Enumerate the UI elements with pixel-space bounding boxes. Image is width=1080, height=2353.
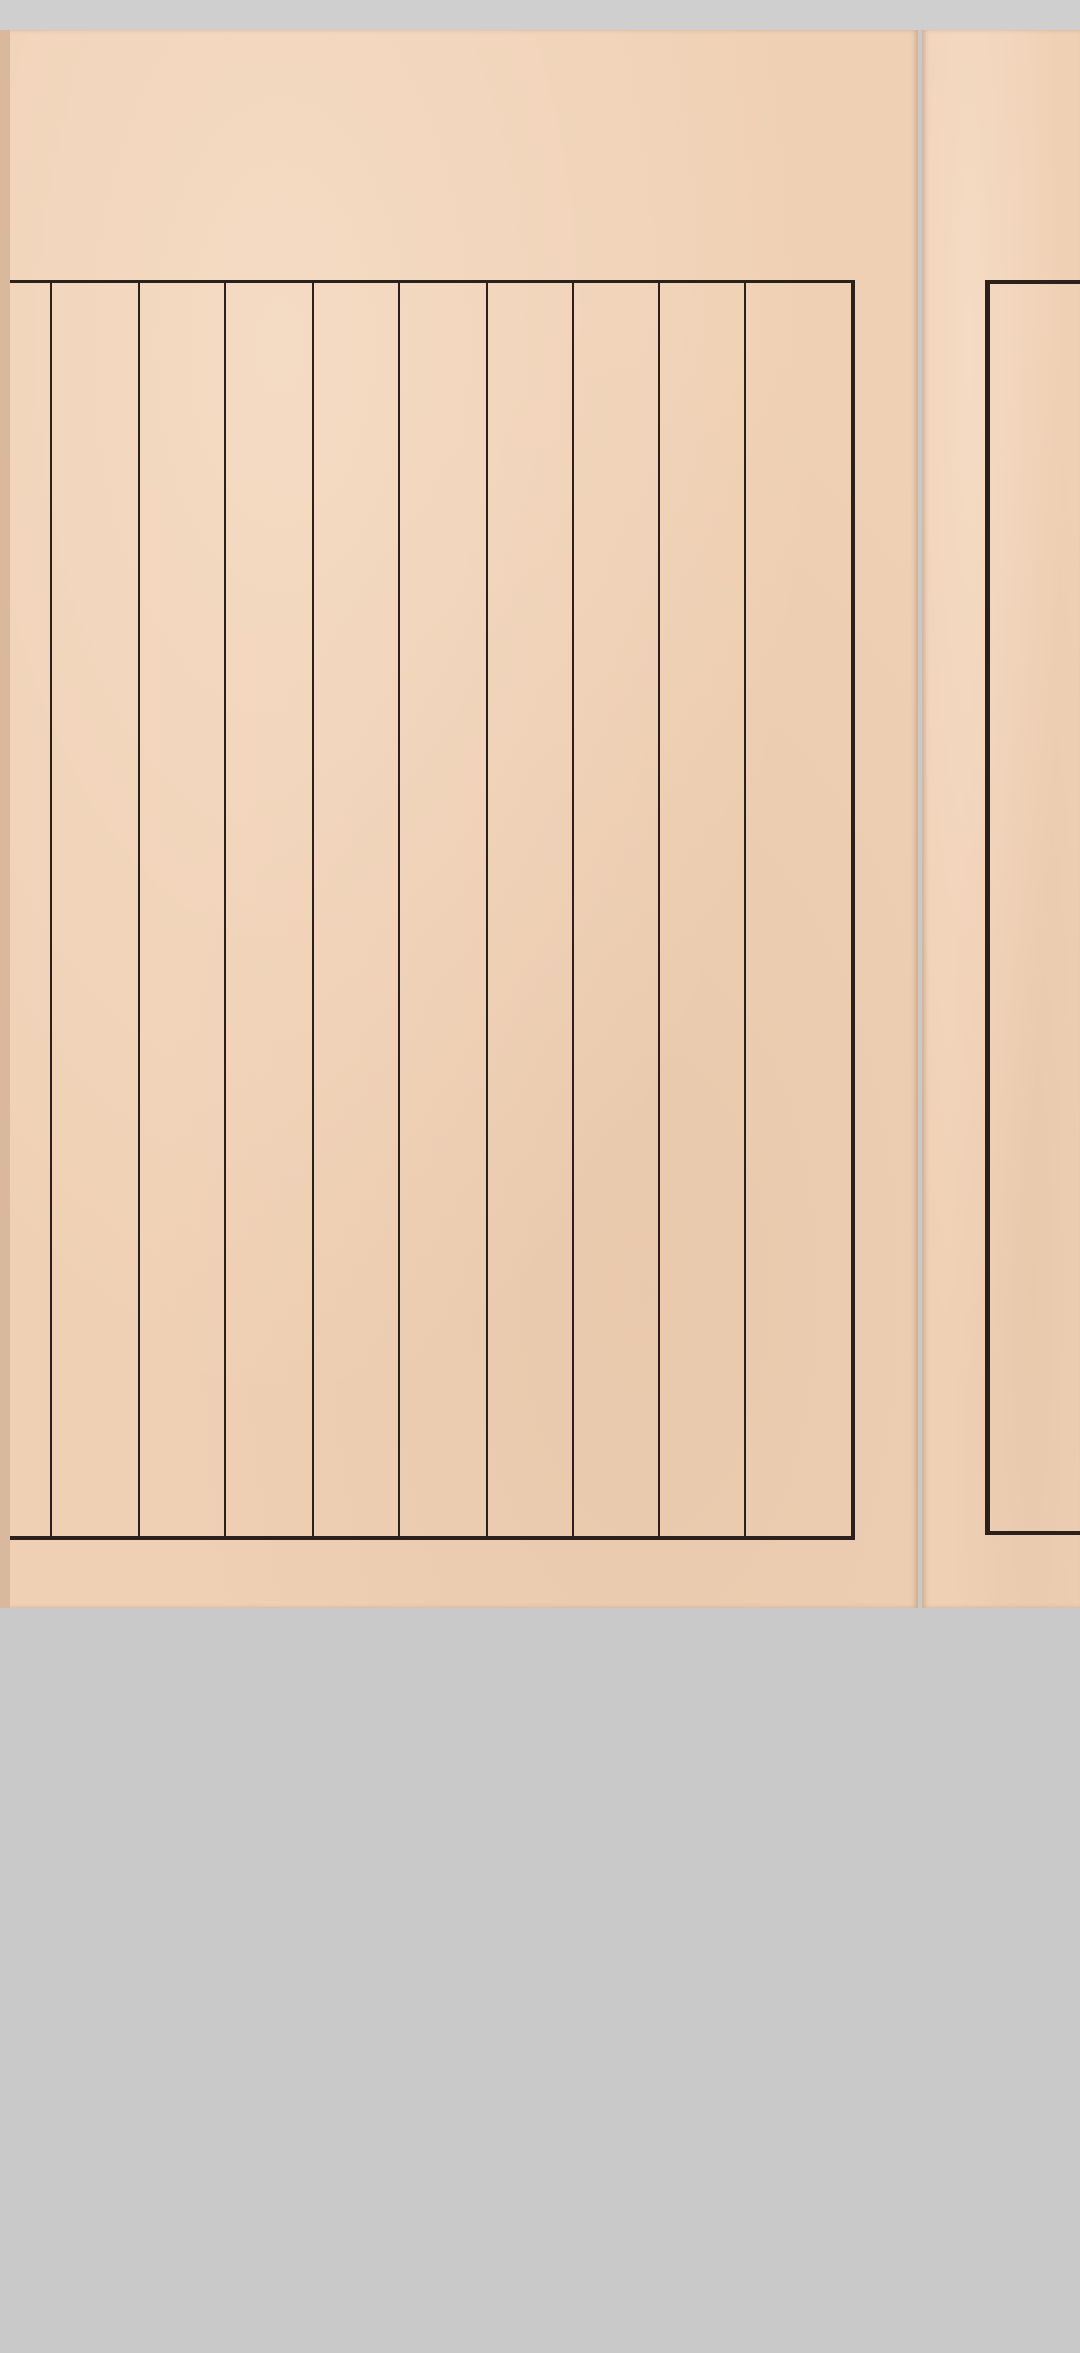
poem-line — [494, 331, 578, 1556]
poem-line — [320, 331, 404, 1556]
poem-line — [406, 331, 490, 1556]
preface-line — [146, 293, 230, 1518]
poem-line — [666, 331, 750, 1556]
preface-line — [58, 378, 142, 1603]
next-page-line — [1000, 344, 1080, 1519]
next-page-frame — [985, 280, 1080, 1535]
scan-top-strip — [0, 0, 1080, 30]
poem-line — [232, 331, 316, 1556]
margin-book-title — [14, 293, 50, 413]
poem-line — [580, 331, 664, 1556]
margin-leaf-number — [14, 1153, 50, 1203]
poem-author — [754, 1128, 838, 2353]
text-frame — [10, 280, 855, 1540]
book-edge — [0, 30, 10, 1608]
fold-margin — [10, 283, 50, 1536]
column-rule — [50, 283, 52, 1536]
